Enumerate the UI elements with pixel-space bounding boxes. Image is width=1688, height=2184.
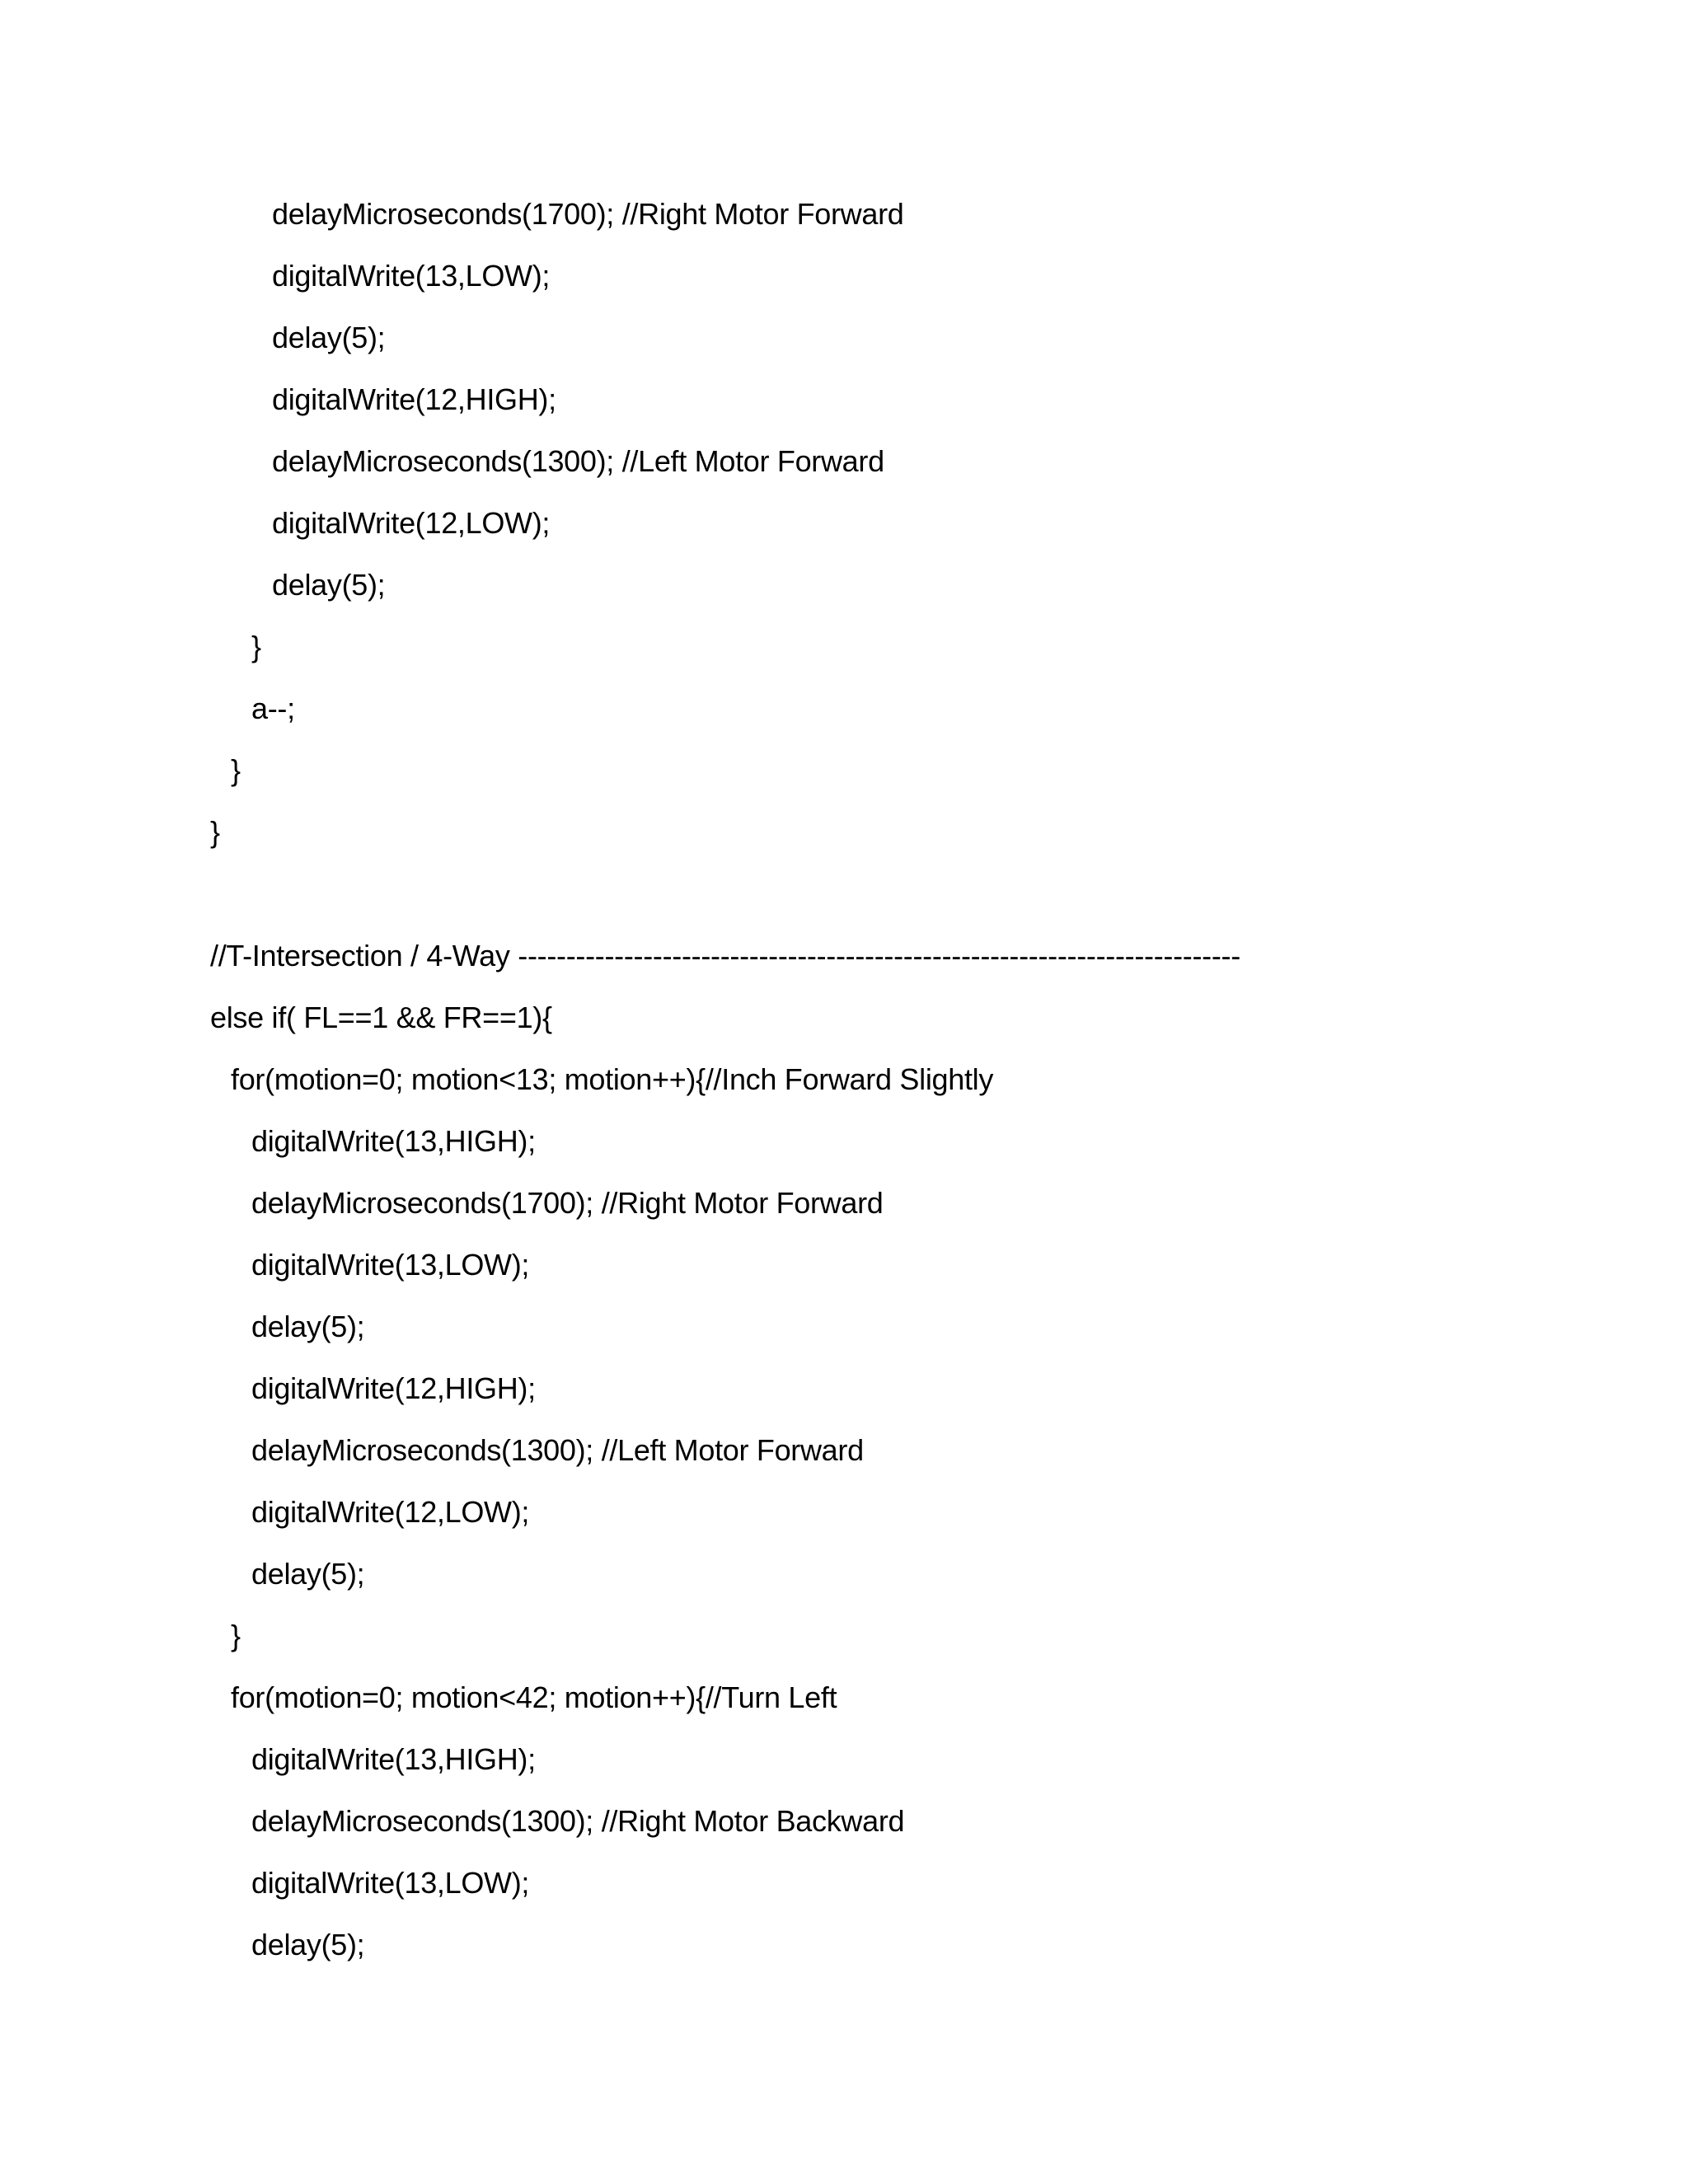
code-line: } bbox=[251, 630, 261, 663]
code-line: delay(5); bbox=[251, 1310, 365, 1343]
code-line: digitalWrite(13,LOW); bbox=[272, 259, 551, 293]
code-line: delay(5); bbox=[251, 1928, 365, 1961]
code-line: delay(5); bbox=[272, 321, 386, 354]
code-line: delay(5); bbox=[272, 568, 386, 602]
code-line: delayMicroseconds(1300); //Right Motor Backward bbox=[251, 1804, 905, 1838]
code-line: delay(5); bbox=[251, 1557, 365, 1591]
code-line: delayMicroseconds(1700); //Right Motor Forward bbox=[272, 197, 904, 231]
code-line: digitalWrite(12,HIGH); bbox=[251, 1371, 536, 1405]
code-line: delayMicroseconds(1700); //Right Motor Forward bbox=[251, 1186, 884, 1220]
code-line: digitalWrite(13,LOW); bbox=[251, 1248, 530, 1282]
code-line: for(motion=0; motion<42; motion++){//Turn Left bbox=[231, 1680, 837, 1714]
code-line: delayMicroseconds(1300); //Left Motor Forward bbox=[251, 1433, 864, 1467]
code-line: } bbox=[210, 815, 220, 849]
code-line: digitalWrite(13,LOW); bbox=[251, 1866, 530, 1900]
code-line: digitalWrite(13,HIGH); bbox=[251, 1124, 536, 1158]
code-line: digitalWrite(12,LOW); bbox=[251, 1495, 530, 1529]
code-line: for(motion=0; motion<13; motion++){//Inch Forward Slightly bbox=[231, 1062, 994, 1096]
code-line: delayMicroseconds(1300); //Left Motor Forward bbox=[272, 444, 884, 478]
code-line: a--; bbox=[251, 691, 295, 725]
code-line: } bbox=[231, 1619, 241, 1652]
code-line: digitalWrite(12,LOW); bbox=[272, 506, 551, 540]
code-line: else if( FL==1 && FR==1){ bbox=[210, 1001, 552, 1034]
code-line: digitalWrite(13,HIGH); bbox=[251, 1742, 536, 1776]
section-comment: //T-Intersection / 4-Way --------------------------------------------------------------------------- bbox=[210, 939, 1240, 972]
code-line: digitalWrite(12,HIGH); bbox=[272, 382, 556, 416]
code-line: } bbox=[231, 753, 241, 787]
